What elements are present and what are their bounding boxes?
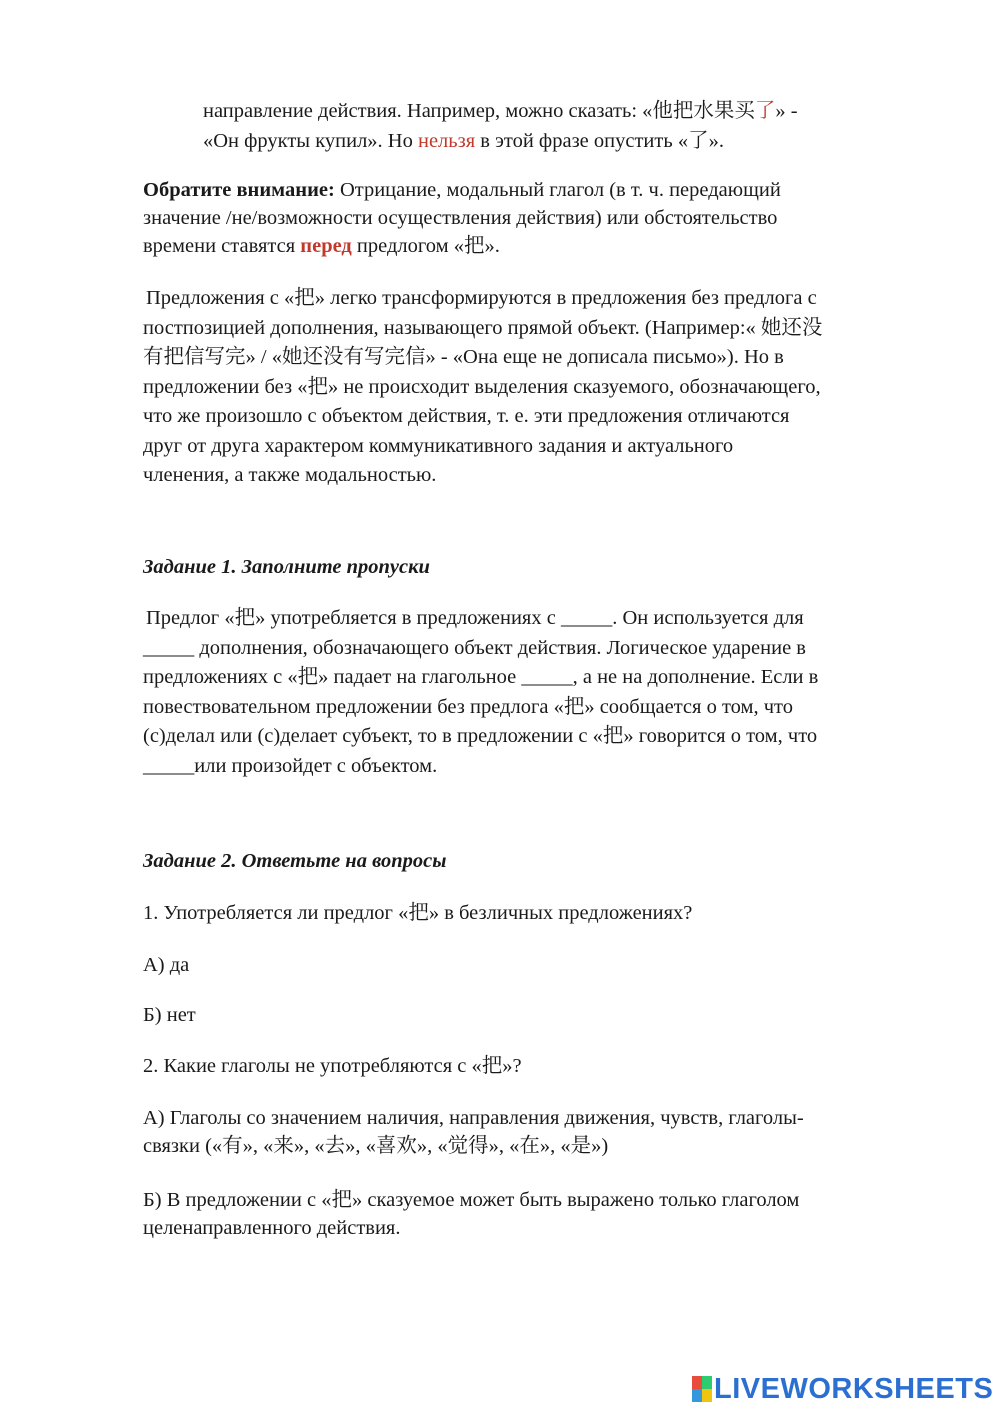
question-2: 2. Какие глаголы не употребляются с «把»? [143,1055,522,1077]
attention-note: Обратите внимание: Отрицание, модальный глагол (в т. ч. передающий значение /не/возможности осуществления действия) или обстоятельство времени ставятся перед предлогом «把». [143,179,781,257]
task2-title: Задание 2. Ответьте на вопросы [143,850,447,872]
intro-paragraph [203,96,913,156]
liveworksheets-logo [692,1373,993,1405]
q2-option-b[interactable]: Б) В предложении с «把» сказуемое может быть выражено только глаголом целенаправленного действия. [143,1189,800,1239]
task1-line: (с)делал или (с)делает субъект, то в предложении с «把» говорится о том, что [143,725,818,747]
q2-option-a[interactable]: А) Глаголы со значением наличия, направления движения, чувств, глаголы- связки («有», «来», «去», «喜欢», «觉得», «在», «是») [143,1107,804,1157]
intro-line-1: направление действия. Например, можно сказать: «他把水果买了» - [203,100,798,122]
question-1: 1. Употребляется ли предлог «把» в безличных предложениях? [143,902,693,924]
task1-line: предложениях с «把» падает на глагольное _____, а не на дополнение. Если в [143,666,819,688]
task1-line: повествовательном предложении без предлога «把» сообщается о том, что [143,695,793,718]
note-label: Обратите внимание: [143,179,335,201]
task1-line: _____ дополнения, обозначающего объект действия. Логическое ударение в [143,636,806,659]
q1-option-a[interactable]: А) да [143,954,190,976]
logo-text: LIVEWORKSHEETS [714,1372,994,1405]
task1-text [143,604,933,781]
transformation-paragraph: Предложения с «把» легко трансформируются в предложения без предлога с постпозицией дополнения, называющего прямой объект. (Например:« 她还没 有把信写完» / «她还没有写完信» - «Она еще не дописала письмо»). Но в предложении без «把» не происходит выделения сказуемого, обозначающего, что же произошло с объектом действия, т. е. эти предложения отличаются друг от друга характером коммуникативного задания и актуального членения, а также модальностью. [143,287,823,486]
q1-option-b[interactable]: Б) нет [143,1004,196,1026]
task1-line: Предлог «把» употребляется в предложениях с _____. Он используется для [146,607,804,629]
logo-blocks-icon [692,1376,712,1402]
task1-title: Задание 1. Заполните пропуски [143,556,430,578]
task1-line: _____или произойдет с объектом. [143,754,438,777]
intro-line-2: «Он фрукты купил». Но нельзя в этой фразе опустить «了». [203,130,724,152]
